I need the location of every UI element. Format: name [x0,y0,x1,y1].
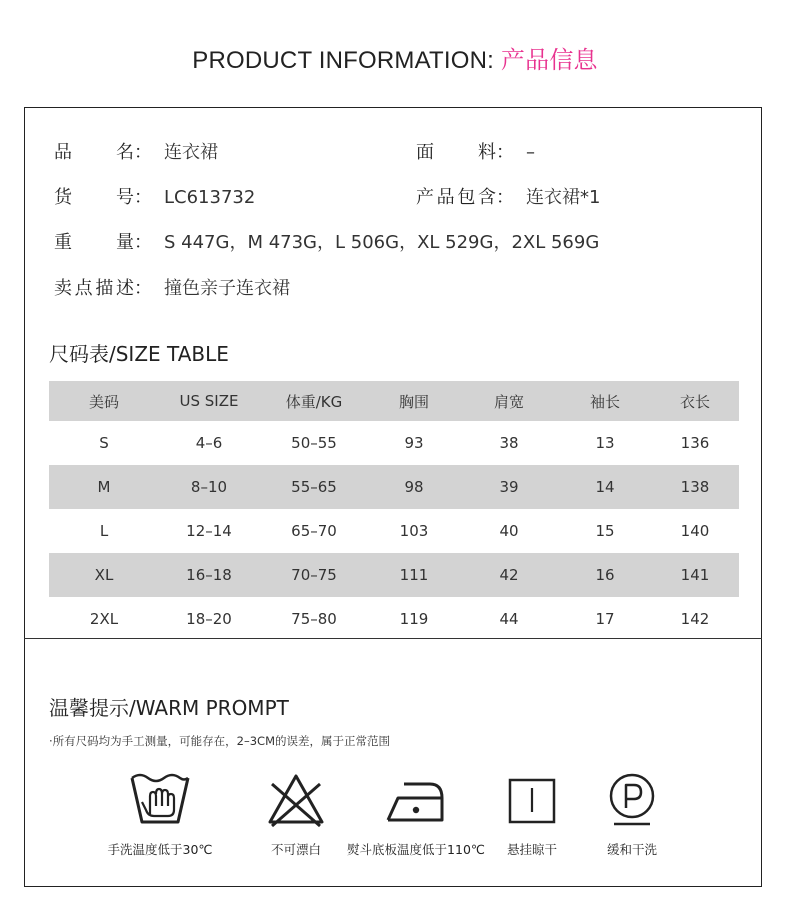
header-length: 衣长 [651,381,739,421]
selling-value: 撞色亲子连衣裙 [164,278,290,299]
measurement-note: ·所有尺码均为手工测量，可能存在，2–3CM的误差，属于正常范围 [49,734,390,748]
table-cell: 103 [399,522,429,540]
info-sku-row [54,183,255,209]
sku-label: 货号 [54,187,134,208]
table-cell: 119 [399,610,429,628]
table-row [49,597,739,641]
header-shoulder: 肩宽 [459,381,559,421]
colon: ： [134,142,152,163]
table-cell: 65–70 [291,522,337,540]
table-cell: 136 [680,434,710,452]
info-selling-row [54,274,290,300]
care-label: 悬挂晾干 [506,842,557,857]
table-row [49,553,739,597]
table-row [49,465,739,509]
care-item-no-bleach [226,770,366,858]
size-table-header [49,381,739,421]
hand-wash-icon [128,770,192,830]
table-cell: 38 [499,434,519,452]
table-cell: 98 [369,465,459,509]
table-cell: 44 [499,610,519,628]
table-cell: XL [49,553,159,597]
table-cell: S [99,434,109,452]
colon: ： [134,278,152,299]
table-cell: 13 [595,434,615,452]
table-cell: 142 [680,610,710,628]
care-label: 不可漂白 [270,842,321,857]
table-cell: 4–6 [195,434,223,452]
selling-label: 卖点描述 [54,278,134,299]
page-title-cn: 产品信息 [500,47,598,74]
table-cell: 50–55 [291,434,337,452]
no-bleach-icon [264,770,328,830]
table-cell: 39 [459,465,559,509]
fabric-label: 面料 [416,142,496,163]
table-cell: M [49,465,159,509]
size-table-title: 尺码表/SIZE TABLE [49,342,229,366]
info-package-row [416,183,600,209]
header-weight: 体重/KG [259,381,369,421]
weight-value: S 447G，M 473G，L 506G，XL 529G，2XL 569G [164,232,600,253]
colon: ： [134,232,152,253]
table-cell: 12–14 [186,522,232,540]
table-cell: 42 [459,553,559,597]
table-cell: 17 [595,610,615,628]
header-us-code: 美码 [49,381,159,421]
table-row [49,421,739,465]
name-value: 连衣裙 [164,142,218,163]
header-chest: 胸围 [369,381,459,421]
fabric-value: – [526,142,535,163]
weight-label: 重量 [54,232,134,253]
table-row [49,509,739,553]
colon: ： [134,187,152,208]
info-fabric-row [416,138,535,164]
table-cell: 8–10 [159,465,259,509]
size-table [49,381,739,641]
table-cell: 75–80 [291,610,337,628]
care-label: 熨斗底板温度低于110℃ [347,842,485,857]
table-cell: 40 [499,522,519,540]
colon: ： [496,187,514,208]
table-cell: 18–20 [186,610,232,628]
info-weight-row [54,228,599,254]
table-cell: 138 [651,465,739,509]
hang-dry-icon [500,770,564,830]
table-cell: L [99,522,109,540]
warm-prompt-title: 温馨提示/WARM PROMPT [49,696,289,720]
package-value: 连衣裙*1 [526,187,601,208]
page-title [0,40,790,75]
sku-value: LC613732 [164,187,256,208]
care-item-hand-wash [90,770,230,858]
table-cell: 14 [559,465,651,509]
iron-icon [384,770,448,830]
care-label: 缓和干洗 [606,842,657,857]
header-sleeve: 袖长 [559,381,651,421]
table-cell: 16 [559,553,651,597]
package-label: 产品包含 [416,187,496,208]
table-cell: 70–75 [259,553,369,597]
page-title-en: PRODUCT INFORMATION: [192,47,501,74]
header-us-size: US SIZE [159,381,259,421]
table-cell: 141 [651,553,739,597]
table-cell: 2XL [89,610,119,628]
table-cell: 55–65 [259,465,369,509]
table-cell: 93 [404,434,424,452]
info-name-row [54,138,218,164]
table-cell: 16–18 [159,553,259,597]
table-cell: 140 [680,522,710,540]
table-cell: 111 [369,553,459,597]
dry-clean-p-icon [600,770,664,830]
table-cell: 15 [595,522,615,540]
name-label: 品名 [54,142,134,163]
care-label: 手洗温度低于30℃ [107,842,213,857]
care-item-dry-clean [562,770,702,858]
colon: ： [496,142,514,163]
